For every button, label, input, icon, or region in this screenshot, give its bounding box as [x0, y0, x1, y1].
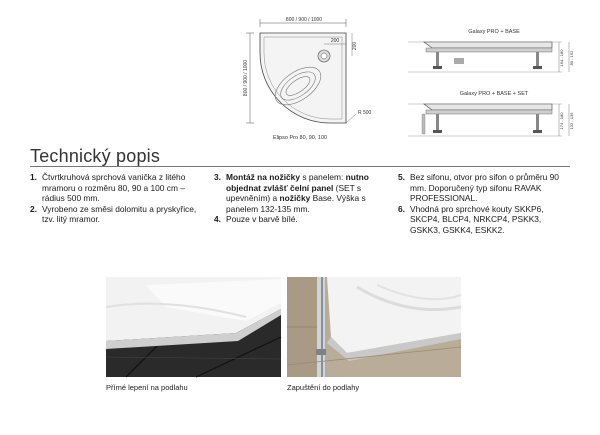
- item-text: Bez sifonu, otvor pro sifon o průměru 90 mm. Doporučený typ sifonu RAVAK PROFESSIONAL.: [410, 172, 559, 204]
- item-bold-text: nožičky: [279, 193, 311, 204]
- item-number: 2.: [30, 203, 37, 214]
- drain-dim-horizontal: 200: [330, 38, 340, 44]
- height-dimension: 800 / 900 / 1000: [243, 59, 249, 97]
- list-item: [214, 214, 384, 225]
- item-text: (SET s upevněním) a: [226, 182, 362, 204]
- side-view-1-dim-a: 164 - 180: [559, 49, 564, 67]
- item-number: 6.: [398, 203, 405, 214]
- side-view-base-drawing: [402, 20, 582, 80]
- photo-1-caption: Přímé lepení na podlahu: [106, 383, 188, 392]
- item-bold-text: nutno objednat zvlášť čelní panel: [226, 172, 369, 193]
- top-view-label: Elipso Pro 80, 90, 100: [272, 135, 328, 141]
- photo-direct-bonding: [106, 277, 281, 377]
- side-view-set-drawing: [402, 84, 582, 144]
- photo-floor-recessed: [287, 277, 461, 377]
- item-text: Vyrobeno ze směsi dolomitu a pryskyřice, tzv. litý mramor.: [42, 203, 197, 225]
- title-divider: [30, 166, 570, 167]
- side-view-2-label: Galaxy PRO + BASE + SET: [459, 91, 529, 97]
- item-number: 4.: [214, 214, 221, 225]
- list-item: [398, 172, 570, 204]
- item-number: 1.: [30, 172, 37, 182]
- item-number: 5.: [398, 172, 405, 182]
- description-column-3: [398, 172, 570, 236]
- item-text: s panelem:: [300, 172, 346, 182]
- item-text: Base. Výška s panelem 132-135 mm.: [226, 193, 366, 214]
- side-view-2-dim-a: 174 - 180: [559, 112, 564, 130]
- list-item: [30, 204, 205, 225]
- list-item: [30, 172, 205, 204]
- side-view-1-label: Galaxy PRO + BASE: [468, 29, 520, 35]
- side-view-1-dim-b: 80 - 152: [569, 50, 574, 66]
- item-number: 3.: [214, 172, 221, 182]
- side-view-2-dim-b: 132 - 135: [569, 112, 574, 130]
- description-column-2: [214, 172, 384, 225]
- top-view-drawing: [238, 8, 372, 148]
- item-text: Vhodná pro sprchové kouty SKKP6, SKCP4, BLCP4, NRKCP4, PSKK3, GSKK3, GSKK4, ESKK2.: [410, 203, 544, 235]
- radius-dimension: R 500: [358, 110, 372, 116]
- width-dimension: 800 / 900 / 1000: [285, 17, 323, 23]
- item-bold-text: Montáž na nožičky: [226, 172, 300, 182]
- description-column-1: [30, 172, 205, 225]
- list-item: [398, 204, 570, 236]
- photo-2-caption: Zapuštění do podlahy: [287, 383, 360, 392]
- item-text: Pouze v barvě bílé.: [226, 214, 298, 225]
- list-item: [214, 172, 384, 214]
- section-title: Technický popis: [30, 146, 161, 166]
- drain-dim-vertical: 200: [352, 41, 358, 51]
- item-text: Čtvrtkruhová sprchová vanička z litého mramoru o rozměru 80, 90 a 100 cm – rádius 500 mm.: [42, 172, 186, 204]
